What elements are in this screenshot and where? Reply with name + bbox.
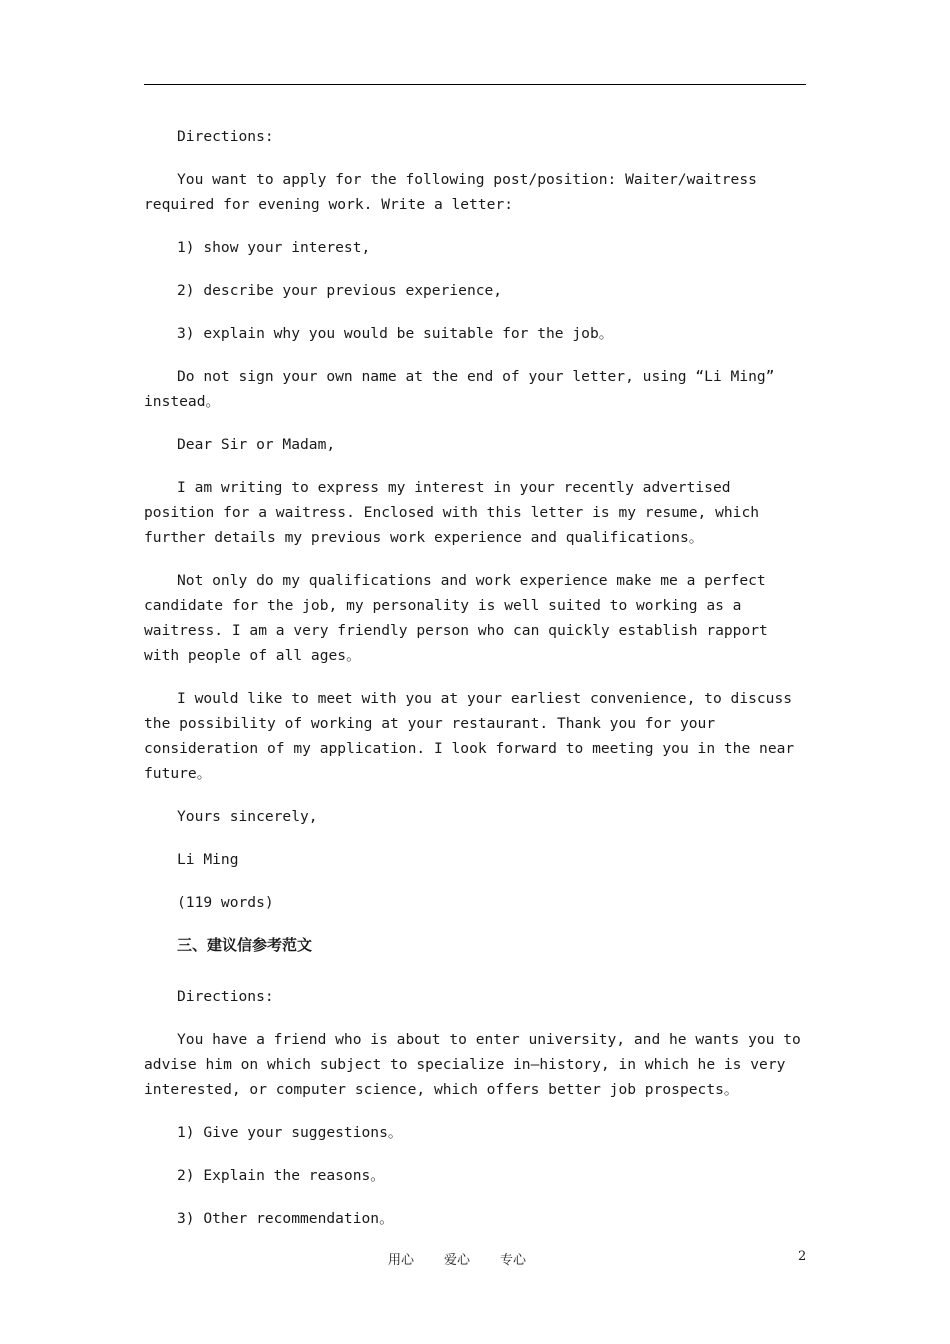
signing-instruction: Do not sign your own name at the end of your letter, using “Li Ming” instead。	[144, 368, 775, 410]
letter-paragraph: I would like to meet with you at your earliest convenience, to discuss the possibility of working at your restaurant. Thank you for your consideration of my application. I look forward to meeting you in the near future。	[144, 690, 795, 782]
task-item: 3) explain why you would be suitable for the job。	[177, 325, 614, 342]
letter-closing: Yours sincerely,	[177, 808, 318, 825]
task-item: 1) Give your suggestions。	[177, 1124, 403, 1141]
footer-motto-word: 用心	[388, 1253, 415, 1268]
letter-salutation: Dear Sir or Madam,	[177, 436, 336, 453]
header-rule	[144, 84, 806, 85]
word-count: (119 words)	[177, 894, 274, 911]
task-item: 1) show your interest,	[177, 239, 371, 256]
letter-paragraph: I am writing to express my interest in your recently advertised position for a waitress. Enclosed with this letter is my resume, which further details my previous work experience and qualifications。	[144, 479, 760, 546]
letter-signature: Li Ming	[177, 851, 239, 868]
directions-label: Directions:	[177, 128, 274, 145]
page-number: 2	[798, 1249, 807, 1264]
directions-label: Directions:	[177, 988, 274, 1005]
task-description: You want to apply for the following post/position: Waiter/waitress required for evening work. Write a letter:	[144, 171, 757, 213]
footer-motto-word: 爱心	[444, 1253, 471, 1268]
footer-motto	[388, 1249, 526, 1268]
letter-paragraph: Not only do my qualifications and work experience make me a perfect candidate for the job, my personality is well suited to working as a waitress. I am a very friendly person who can quickly establish rapport with people of all ages。	[144, 572, 768, 664]
page-footer	[0, 1247, 950, 1269]
section-heading: 三、建议信参考范文	[177, 936, 313, 954]
task-item: 2) Explain the reasons。	[177, 1167, 385, 1184]
task-item: 2) describe your previous experience,	[177, 282, 503, 299]
page-content	[144, 124, 808, 1249]
task-description: You have a friend who is about to enter university, and he wants you to advise him on which subject to specialize in—history, in which he is very interested, or computer science, which offers better job prospects。	[144, 1031, 801, 1098]
footer-motto-word: 专心	[500, 1253, 527, 1268]
task-item: 3) Other recommendation。	[177, 1210, 394, 1227]
